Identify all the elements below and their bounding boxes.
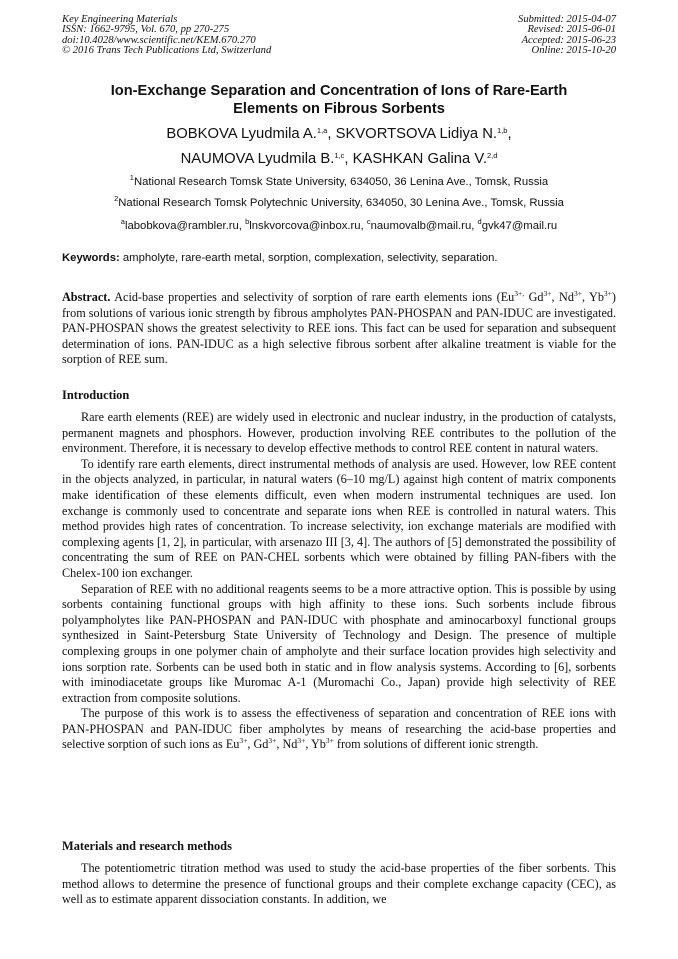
- introduction-body: [62, 410, 616, 753]
- author-name: BOBKOVA Lyudmila A.: [166, 126, 317, 142]
- keywords: [62, 251, 616, 265]
- abstract-paragraph: [62, 290, 616, 368]
- author-affiliation-sup: 1,a: [316, 126, 328, 135]
- journal-header-right: [518, 15, 616, 57]
- ion-charge-sup: 3+: [603, 289, 612, 298]
- submitted-date: Submitted: 2015-04-07: [518, 14, 616, 25]
- paragraph-text: The purpose of this work is to assess the effectiveness of separation and concentration of REE ions with PAN-PHOSPAN and PAN-IDUC fiber ampholytes by means of researching the acid-base properties and selective sorption of such ions as Eu: [62, 706, 616, 752]
- abstract-text: , Nd: [551, 290, 574, 304]
- keywords-text: ampholyte, rare-earth metal, sorption, complexation, selectivity, separation.: [119, 252, 498, 264]
- introduction-paragraph: To identify rare earth elements, direct instrumental methods of analysis are used. However, low REE content in the objects analyzed, in particular, in natural waters (6–10 mg/L) against high content of matrix components make identification of these elements difficult, even when modern instrumental techniques are used. Ion exchange is commonly used to concentrate and separate ions when REE is controlled in natural waters. This method provides high rates of concentration. To increase selectivity, ion exchange materials are modified with complexing agents [1, 2], in particular, with arsenazo III [3, 4]. The authors of [5] demonstrated the possibility of concentrating the sum of REE on PAN-CHEL sorbents which were obtained by filling PAN-fibers with the Chelex-100 ion exchanger.: [62, 456, 616, 580]
- doi-line: doi:10.4028/www.scientific.net/KEM.670.270: [62, 34, 256, 46]
- title-line-1: Ion-Exchange Separation and Concentration of Ions of Rare-Earth: [110, 83, 568, 99]
- author-emails: [62, 219, 616, 233]
- ion-charge-sup: 3+: [543, 289, 552, 298]
- author-separator: ,: [327, 126, 336, 142]
- introduction-heading: Introduction: [62, 388, 130, 402]
- affiliation-text: National Research Tomsk Polytechnic University, 634050, 30 Lenina Ave., Tomsk, Russia: [118, 197, 564, 209]
- abstract-text: Gd: [524, 290, 544, 304]
- email-link[interactable]: naumovalb@mail.ru,: [370, 220, 478, 232]
- author-name: NAUMOVA Lyudmila B.: [180, 151, 335, 167]
- paragraph-text: , Gd: [247, 737, 269, 752]
- ion-charge-sup: 3+: [297, 736, 306, 746]
- methods-paragraph: The potentiometric titration method was used to study the acid-base properties of the fiber sorbents. This method allows to determine the presence of functional groups and their complete exchange capacity (CEC), as well as to estimate apparent dissociation constants. In addition, we: [62, 861, 616, 907]
- author-name: KASHKAN Galina V.: [352, 151, 487, 167]
- paragraph-text: , Yb: [305, 737, 326, 752]
- affiliation-sup: 2: [114, 194, 119, 203]
- author-separator: ,: [507, 126, 512, 142]
- paragraph-text: from solutions of different ionic strength.: [333, 737, 539, 752]
- paper-title: [62, 82, 616, 118]
- copyright-line: © 2016 Trans Tech Publications Ltd, Switzerland: [62, 45, 272, 57]
- title-line-2: Elements on Fibrous Sorbents: [233, 101, 445, 117]
- ion-charge-sup: 3+: [268, 736, 277, 746]
- keywords-label: Keywords:: [62, 252, 120, 264]
- email-link[interactable]: gvk47@mail.ru: [481, 220, 558, 232]
- abstract-text: Acid-base properties and selectivity of sorption of rare earth elements ions (Eu: [110, 290, 515, 304]
- email-sup: c: [366, 217, 371, 226]
- author-name: SKVORTSOVA Lidiya N.: [335, 126, 498, 142]
- email-link[interactable]: labobkova@rambler.ru,: [124, 220, 246, 232]
- author-list: [62, 122, 616, 172]
- affiliation-1: [62, 175, 616, 189]
- online-date: Online: 2015-10-20: [531, 45, 616, 57]
- methods-body: [62, 861, 616, 908]
- affiliation-text: National Research Tomsk State University, 634050, 36 Lenina Ave., Tomsk, Russia: [133, 176, 549, 188]
- ion-charge-sup: 3+: [325, 736, 334, 746]
- abstract: [62, 290, 616, 368]
- journal-name: Key Engineering Materials: [62, 14, 178, 25]
- ion-charge-sup: 3+: [239, 736, 248, 746]
- abstract-label: Abstract.: [62, 290, 111, 304]
- author-line-2: [62, 147, 616, 172]
- issn-line: ISSN: 1662-9795, Vol. 670, pp 270-275: [62, 24, 230, 36]
- abstract-text: , Yb: [581, 290, 604, 304]
- author-affiliation-sup: 1,b: [497, 126, 508, 135]
- introduction-paragraph: Separation of REE with no additional reagents seems to be a more attractive option. This is possible by using sorbents containing functional groups with high affinity to these ions. Such sorbents include fibrous polyampholytes like PAN-PHOSPAN and PAN-IDUC with phosphate and aminocarboxyl functional groups synthesized in Saint-Petersburg State University of Technology and Design. The presence of multiple complexing groups in one polymer chain of ampholyte and their surface location provides high selectivity and ions sorption rate. Sorbents can be used both in static and in flow analysis systems. According to [6], sorbents with iminodiacetate groups like Muromac A-1 (Muromachi Co., Japan) provide high selectivity of REE extraction from composite solutions.: [62, 581, 616, 705]
- introduction-paragraph: [62, 706, 616, 753]
- email-sup: a: [120, 217, 125, 226]
- author-line-1: [62, 122, 616, 147]
- journal-header-left: [62, 15, 271, 57]
- ion-charge-sup: 3+,: [514, 289, 525, 298]
- affiliation-sup: 1: [129, 173, 134, 182]
- ion-charge-sup: 3+: [573, 289, 582, 298]
- paragraph-text: , Nd: [276, 737, 298, 752]
- email-link[interactable]: lnskvorcova@inbox.ru,: [249, 220, 367, 232]
- accepted-date: Accepted: 2015-06-23: [521, 34, 616, 46]
- email-sup: d: [477, 217, 482, 226]
- methods-heading: Materials and research methods: [62, 839, 232, 853]
- author-separator: ,: [344, 151, 353, 167]
- email-sup: b: [245, 217, 250, 226]
- author-affiliation-sup: 2,d: [486, 151, 498, 160]
- affiliation-2: [62, 196, 616, 210]
- revised-date: Revised: 2015-06-01: [527, 24, 616, 36]
- introduction-paragraph: Rare earth elements (REE) are widely used in electronic and nuclear industry, in the production of catalysts, permanent magnets and phosphors. However, production involving REE contributes to the pollution of the environment. Therefore, it is necessary to develop effective methods to control REE content in natural waters.: [62, 410, 616, 456]
- author-affiliation-sup: 1,c: [334, 151, 345, 160]
- abstract-text: ) from solutions of various ionic strength by fibrous ampholytes PAN-PHOSPAN and PAN-IDUC are investigated. PAN-PHOSPAN shows the greatest selectivity to REE ions. This fact can be used for separation and subsequent determination of ions. PAN-IDUC as a high selective fibrous sorbent after alkaline treatment is viable for the sorption of REE sum.: [62, 290, 616, 367]
